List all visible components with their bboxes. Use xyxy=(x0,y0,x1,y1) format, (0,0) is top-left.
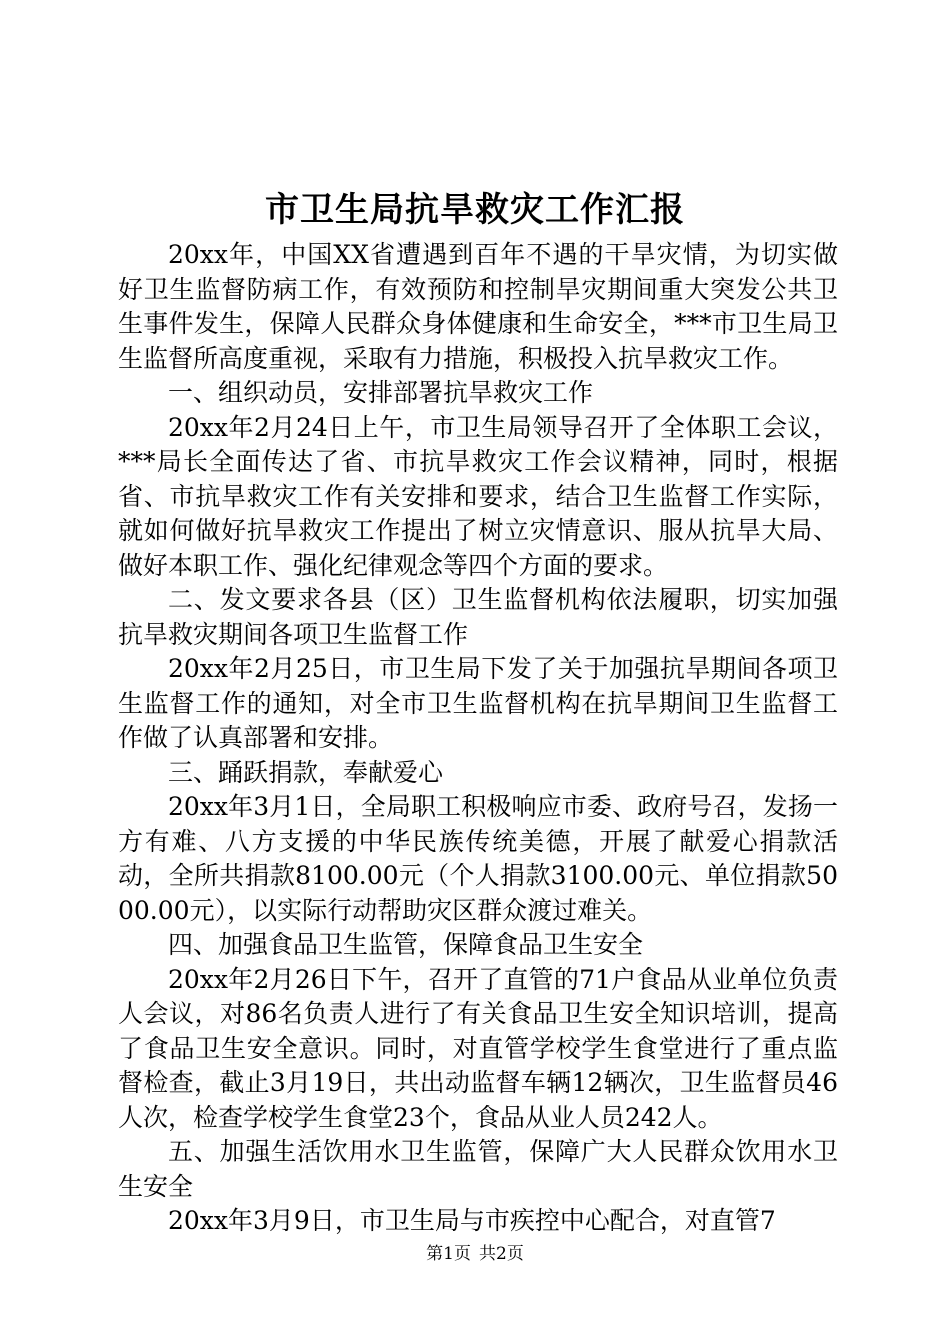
page-footer xyxy=(0,1242,950,1266)
section-paragraph-1: 20xx年2月24日上午，市卫生局领导召开了全体职工会议，***局长全面传达了省、市抗旱救灾工作会议精神，同时，根据省、市抗旱救灾工作有关安排和要求，结合卫生监督工作实际，就如何做好抗旱救灾工作提出了树立灾情意识、服从抗旱大局、做好本职工作、强化纪律观念等四个方面的要求。 xyxy=(118,412,838,580)
document-body xyxy=(118,238,838,1239)
section-paragraph-3: 20xx年3月1日，全局职工积极响应市委、政府号召，发扬一方有难、八方支援的中华民族传统美德，开展了献爱心捐款活动，全所共捐款8100.00元（个人捐款3100.00元、单位捐款5000.00元），以实际行动帮助灾区群众渡过难关。 xyxy=(118,792,838,925)
document-title: 市卫生局抗旱救灾工作汇报 xyxy=(265,190,685,230)
section-heading-4: 四、加强食品卫生监管，保障食品卫生安全 xyxy=(168,930,644,959)
intro-paragraph: 20xx年，中国XX省遭遇到百年不遇的干旱灾情，为切实做好卫生监督防病工作，有效预防和控制旱灾期间重大突发公共卫生事件发生，保障人民群众身体健康和生命安全，***市卫生局卫生监督所高度重视，采取有力措施，积极投入抗旱救灾工作。 xyxy=(118,240,838,373)
section-paragraph-4: 20xx年2月26日下午，召开了直管的71户食品从业单位负责人会议，对86名负责人进行了有关食品卫生安全知识培训，提高了食品卫生安全意识。同时，对直管学校学生食堂进行了重点监督检查，截止3月19日，共出动监督车辆12辆次，卫生监督员46人次，检查学校学生食堂23个，食品从业人员242人。 xyxy=(118,964,838,1132)
section-paragraph-2: 20xx年2月25日，市卫生局下发了关于加强抗旱期间各项卫生监督工作的通知，对全市卫生监督机构在抗旱期间卫生监督工作做了认真部署和安排。 xyxy=(118,654,838,752)
page-total: 共2页 xyxy=(479,1244,524,1264)
section-heading-5: 五、加强生活饮用水卫生监管，保障广大人民群众饮用水卫生安全 xyxy=(118,1137,838,1201)
section-heading-2: 二、发文要求各县（区）卫生监督机构依法履职，切实加强抗旱救灾期间各项卫生监督工作 xyxy=(118,585,838,649)
page-number: 第1页 xyxy=(426,1244,471,1264)
section-heading-1: 一、组织动员，安排部署抗旱救灾工作 xyxy=(168,378,594,407)
section-heading-3: 三、踊跃捐款，奉献爱心 xyxy=(168,757,444,787)
section-paragraph-5: 20xx年3月9日，市卫生局与市疾控中心配合，对直管7 xyxy=(168,1206,776,1235)
